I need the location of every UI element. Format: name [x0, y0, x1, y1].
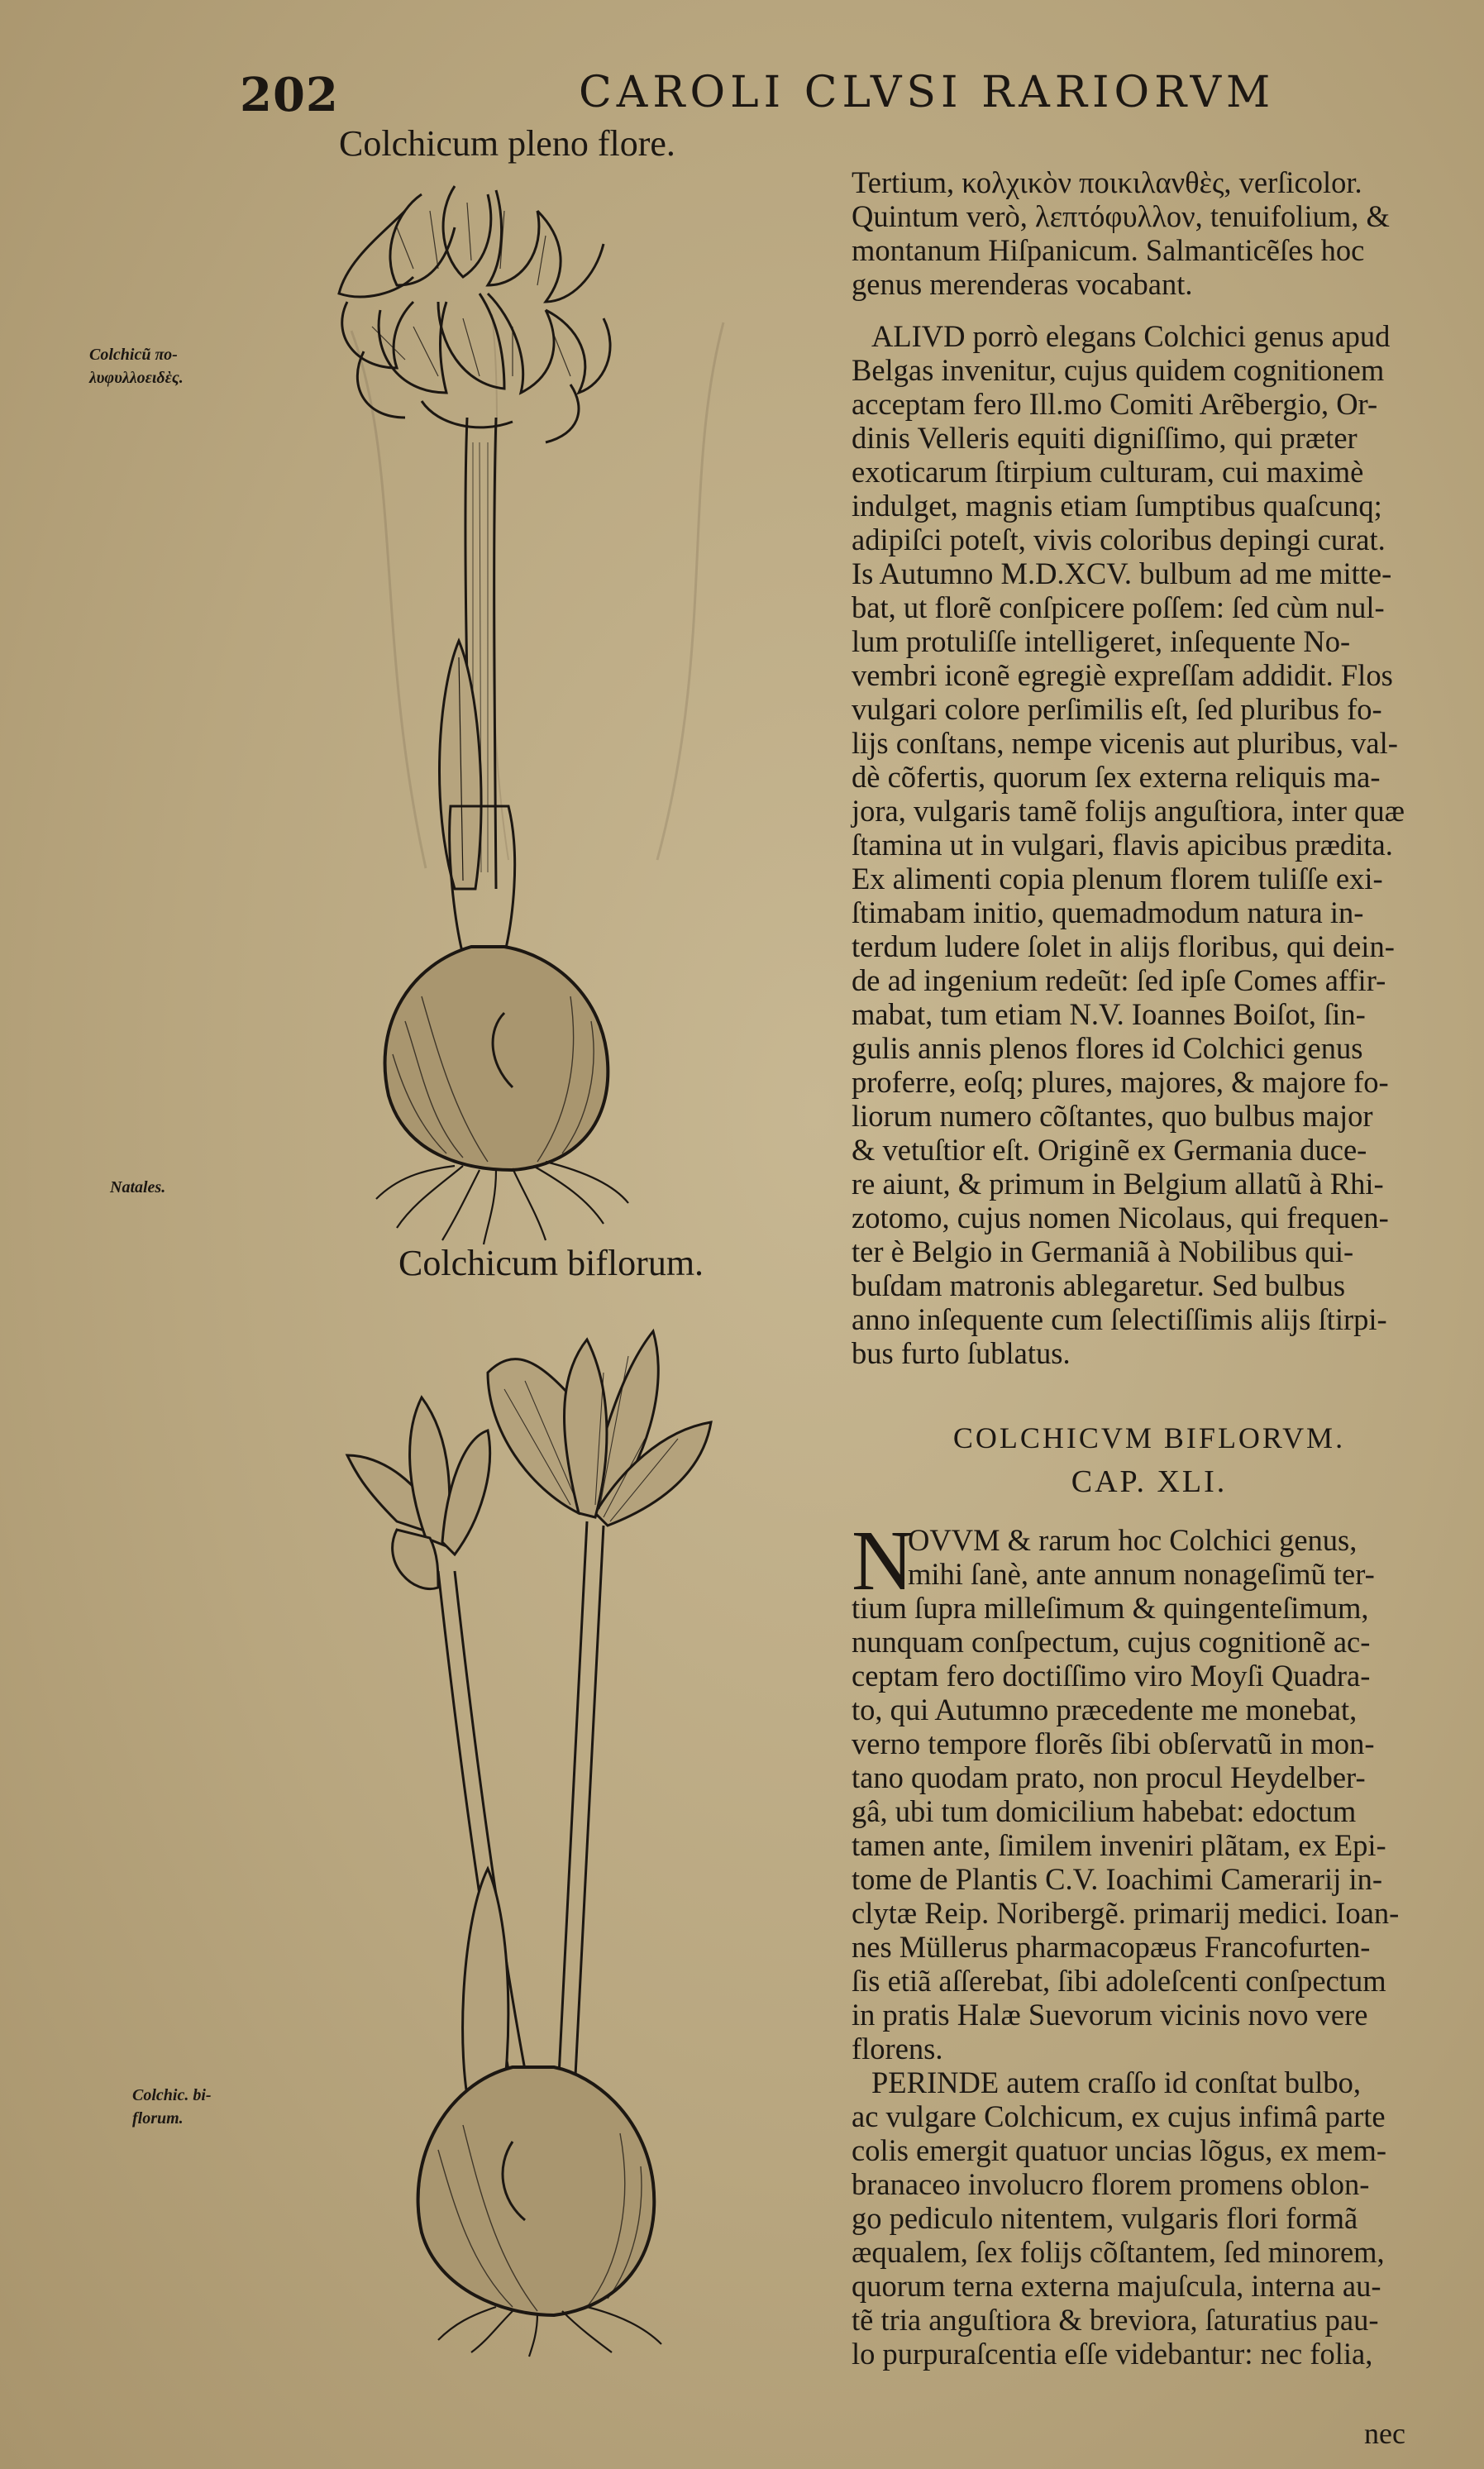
text-line: ter è Belgio in Germaniã à Nobilibus qui-: [852, 1234, 1354, 1268]
text-line: Quintum verò, λεπτόφυλλον, tenuifolium, &: [852, 199, 1390, 233]
text-line: buſdam matronis ablegaretur. Sed bulbus: [852, 1268, 1346, 1302]
page-number: 202: [240, 68, 339, 122]
text-column-lower: [852, 1523, 1447, 2371]
running-title: CAROLI CLVSI RARIORVM: [579, 68, 1276, 117]
text-line: ſtamina ut in vulgari, flavis apicibus prædita.: [852, 828, 1393, 862]
text-line: tamen ante, ſimilem inveniri plãtam, ex Epi-: [852, 1828, 1386, 1862]
text-line: Ex alimenti copia plenum florem tuliſſe exi-: [852, 862, 1383, 895]
text-line: indulget, magnis etiam ſumptibus quaſcunq;: [852, 489, 1382, 523]
text-line: PERINDE autem craſſo id conſtat bulbo,: [871, 2065, 1361, 2099]
drop-cap: N: [852, 1513, 914, 1608]
text-line: proferre, eoſq; plures, majores, & majore fo-: [852, 1065, 1389, 1099]
margin-note-natales: Natales.: [110, 1178, 166, 1196]
text-line: gulis annis plenos flores id Colchici genus: [852, 1031, 1363, 1065]
text-line: montanum Hiſpanicum. Salmanticẽſes hoc: [852, 233, 1365, 267]
catchword: nec: [1364, 2417, 1405, 2450]
text-line: ac vulgare Colchicum, ex cujus infimâ parte: [852, 2099, 1386, 2133]
text-line: ALIVD porrò elegans Colchici genus apud: [871, 319, 1391, 353]
text-line: vembri iconẽ egregiè expreſſam addidit. Flos: [852, 658, 1393, 692]
text-line: branaceo involucro florem promens oblon-: [852, 2167, 1370, 2201]
text-line: in pratis Halæ Suevorum vicinis novo vere: [852, 1998, 1368, 2032]
text-line: vulgari colore perſimilis eſt, ſed pluribus fo-: [852, 692, 1382, 726]
text-line: tome de Plantis C.V. Ioachimi Camerarij in-: [852, 1862, 1383, 1896]
text-column-upper: [852, 165, 1447, 1370]
text-line: nes Müllerus pharmacopæus Francofurten-: [852, 1930, 1371, 1964]
text-line: liorum numero cõſtantes, quo bulbus major: [852, 1099, 1373, 1133]
text-line-indented: mihi ſanè, ante annum nonageſimũ ter-: [908, 1557, 1375, 1591]
text-line-indented: OVVM & rarum hoc Colchici genus,: [908, 1523, 1358, 1557]
text-line: mabat, tum etiam N.V. Ioannes Boiſot, ſin-: [852, 997, 1366, 1031]
text-line: tium ſupra milleſimum & quingenteſimum,: [852, 1591, 1369, 1625]
text-line: florens.: [852, 2032, 943, 2065]
illustration-colchicum-pleno-flore: [298, 178, 711, 1244]
text-line: de ad ingenium redeũt: ſed ipſe Comes affir-: [852, 963, 1386, 997]
text-line: verno tempore florẽs ſibi obſervatũ in mon-: [852, 1726, 1375, 1760]
chapter-title: COLCHICVM BIFLORVM.: [952, 1421, 1346, 1454]
text-line: quorum terna externa majuſcula, interna au-: [852, 2269, 1381, 2303]
chapter-number: CAP. XLI.: [1071, 1464, 1228, 1499]
text-line: clytæ Reip. Noribergẽ. primarij medici. Ioan-: [852, 1896, 1400, 1930]
text-line: go pediculo nitentem, vulgaris flori formã: [852, 2201, 1358, 2235]
text-line: dinis Velleris equiti digniſſimo, qui præter: [852, 421, 1358, 455]
text-line: jora, vulgaris tamẽ folijs anguſtiora, inter quæ: [852, 794, 1405, 828]
text-line: ceptam fero doctiſſimo viro Moyſi Quadra-: [852, 1659, 1371, 1693]
text-line: zotomo, cujus nomen Nicolaus, qui frequen-: [852, 1201, 1389, 1234]
text-line: lo purpuraſcentia eſſe videbantur: nec folia,: [852, 2337, 1373, 2371]
text-line: [852, 301, 1447, 319]
text-line: exoticarum ſtirpium culturam, cui maximè: [852, 455, 1364, 489]
text-line: Tertium, κολχικὸν ποικιλανθὲς, verſicolor.: [852, 165, 1362, 199]
text-line: Belgas invenitur, cujus quidem cognitionem: [852, 353, 1385, 387]
text-line: ſtimabam initio, quemadmodum natura in-: [852, 895, 1364, 929]
text-line: adipiſci poteſt, vivis coloribus depingi curat.: [852, 523, 1386, 556]
text-line: gâ, ubi tum domicilium habebat: edoctum: [852, 1794, 1357, 1828]
text-line: Is Autumno M.D.XCV. bulbum ad me mitte-: [852, 556, 1392, 590]
text-line: lijs conſtans, nempe vicenis aut pluribus, val-: [852, 726, 1398, 760]
text-line: lum protuliſſe intelligeret, inſequente No-: [852, 624, 1351, 658]
text-line: terdum ludere ſolet in alijs floribus, qui dein-: [852, 929, 1395, 963]
text-line: & vetuſtior eſt. Originẽ ex Germania duce-: [852, 1133, 1367, 1167]
text-line: anno inſequente cum ſelectiſſimis alijs ſtirpi-: [852, 1302, 1387, 1336]
text-line: bus furto ſublatus.: [852, 1336, 1071, 1370]
text-line: tẽ tria anguſtiora & breviora, ſaturatius pau-: [852, 2303, 1379, 2337]
text-line: genus merenderas vocabant.: [852, 267, 1193, 301]
text-line: æqualem, ſex folijs cõſtantem, ſed minorem,: [852, 2235, 1385, 2269]
figure-caption-top: Colchicum pleno flore.: [339, 123, 675, 164]
text-line: to, qui Autumno præcedente me monebat,: [852, 1693, 1358, 1726]
figure-caption-bottom: Colchicum biflorum.: [398, 1243, 704, 1283]
text-line: acceptam fero Ill.mo Comiti Arẽbergio, Or-: [852, 387, 1378, 421]
text-line: bat, ut florẽ conſpicere poſſem: ſed cùm nul-: [852, 590, 1385, 624]
text-line: ſis etiã aſſerebat, ſibi adoleſcenti conſpectum: [852, 1964, 1386, 1998]
text-line: re aiunt, & primum in Belgium allatũ à Rhi-: [852, 1167, 1384, 1201]
text-line: colis emergit quatuor uncias lõgus, ex mem-: [852, 2133, 1387, 2167]
text-line: nunquam conſpectum, cujus cognitionẽ ac-: [852, 1625, 1371, 1659]
margin-note-polyphyllum: Colchicũ πο- λυφυλλοειδὲς.: [89, 346, 184, 387]
text-line: dè cõfertis, quorum ſex externa reliquis ma-: [852, 760, 1381, 794]
margin-note-biflorum: Colchic. bi- florum.: [132, 2086, 212, 2128]
text-line: tano quodam prato, non procul Heydelber-: [852, 1760, 1366, 1794]
illustration-colchicum-biflorum: [347, 1323, 728, 2357]
